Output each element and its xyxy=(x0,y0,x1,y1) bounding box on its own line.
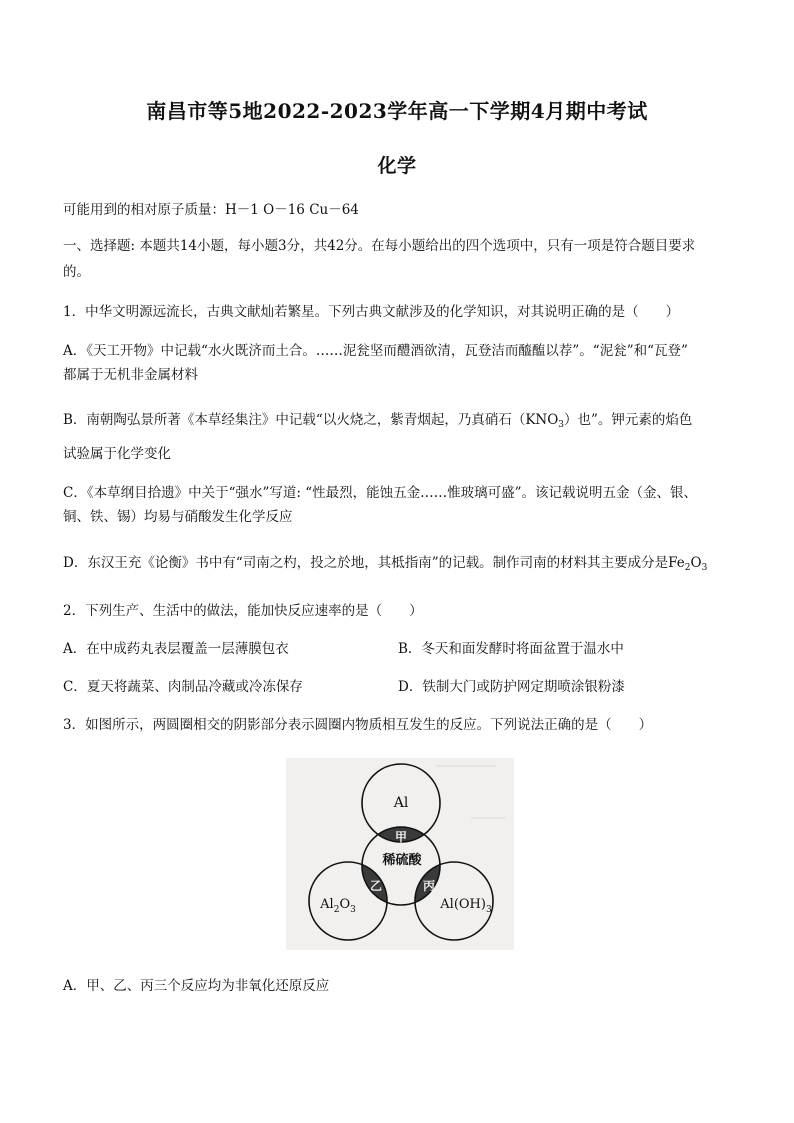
label-bing: 丙 xyxy=(422,879,436,893)
label-al2o3-o: O xyxy=(339,897,351,912)
q2-stem: 2．下列生产、生活中的做法，能加快反应速率的是（ ） xyxy=(63,603,423,619)
q1-option-c-line1: C．《本草纲目拾遗》中关于“强水”写道: “性最烈，能蚀五金……惟玻璃可盛”。该记载说明五金（金、银、 xyxy=(63,485,698,501)
label-sulfuric-acid: 稀硫酸 xyxy=(382,853,422,868)
label-al2o3-al: Al xyxy=(320,897,334,912)
q1-option-b-line2: 试验属于化学变化 xyxy=(63,446,171,462)
q2-option-c: C．夏天将蔬菜、肉制品冷藏或冷冻保存 xyxy=(63,679,303,695)
q1-option-d-text: D．东汉王充《论衡》书中有“司南之杓，投之於地，其柢指南”的记载。制作司南的材料其主要成分是Fe xyxy=(63,555,685,571)
section-instructions-line1: 一、选择题: 本题共14小题，每小题3分，共42分。在每小题给出的四个选项中，只有一项是符合题目要求 xyxy=(63,238,696,254)
exam-title: 南昌市等5地2022-2023学年高一下学期4月期中考试 xyxy=(146,99,648,123)
section-instructions-line2: 的。 xyxy=(63,264,90,280)
label-al: Al xyxy=(393,795,409,811)
q2-option-b: B．冬天和面发酵时将面盆置于温水中 xyxy=(398,641,624,657)
q1-option-a-line1: A．《天工开物》中记载“水火既济而土合。……泥瓮坚而醴酒欲清，瓦登洁而醯醢以荐”。“泥瓮”和“瓦登” xyxy=(63,343,688,359)
q1-option-d-sub1: 2 xyxy=(684,563,691,573)
label-al2o3-sub2: 3 xyxy=(350,905,356,915)
subject-title: 化学 xyxy=(377,155,417,177)
q1-option-d xyxy=(63,553,743,578)
label-jia: 甲 xyxy=(394,830,408,844)
q1-option-d-sub2: 3 xyxy=(701,563,708,573)
q2-option-a: A．在中成药丸表层覆盖一层薄膜包衣 xyxy=(63,641,289,657)
q1-option-b-subscript: 3 xyxy=(558,420,565,430)
q2-option-d: D．铁制大门或防护网定期喷涂银粉漆 xyxy=(398,679,625,695)
q1-option-a-line2: 都属于无机非金属材料 xyxy=(63,367,198,383)
venn-diagram xyxy=(286,758,514,950)
q1-option-b-text-post: ）也”。钾元素的焰色 xyxy=(564,412,693,428)
atomic-mass-note: 可能用到的相对原子质量：H－1 O－16 Cu－64 xyxy=(63,202,359,218)
q1-stem: 1．中华文明源远流长，古典文献灿若繁星。下列古典文献涉及的化学知识，对其说明正确的是（ ） xyxy=(63,304,680,320)
q1-option-c-line2: 铜、铁、锡）均易与硝酸发生化学反应 xyxy=(63,509,293,525)
label-aloh3-sub: 3 xyxy=(485,905,492,915)
label-al2o3-sub1: 2 xyxy=(333,905,340,915)
q3-stem: 3．如图所示，两圆圈相交的阴影部分表示圆圈内物质相互发生的反应。下列说法正确的是（ ） xyxy=(63,717,653,733)
q1-option-b-line1 xyxy=(63,410,743,435)
q3-option-a: A．甲、乙、丙三个反应均为非氧化还原反应 xyxy=(63,978,330,994)
label-aloh3-main: Al(OH) xyxy=(440,897,486,912)
q1-option-b-text-pre: B．南朝陶弘景所著《本草经集注》中记载“以火烧之，紫青烟起，乃真硝石（KNO xyxy=(63,412,559,428)
label-yi: 乙 xyxy=(369,879,383,893)
q1-option-d-mid: O xyxy=(690,555,702,571)
